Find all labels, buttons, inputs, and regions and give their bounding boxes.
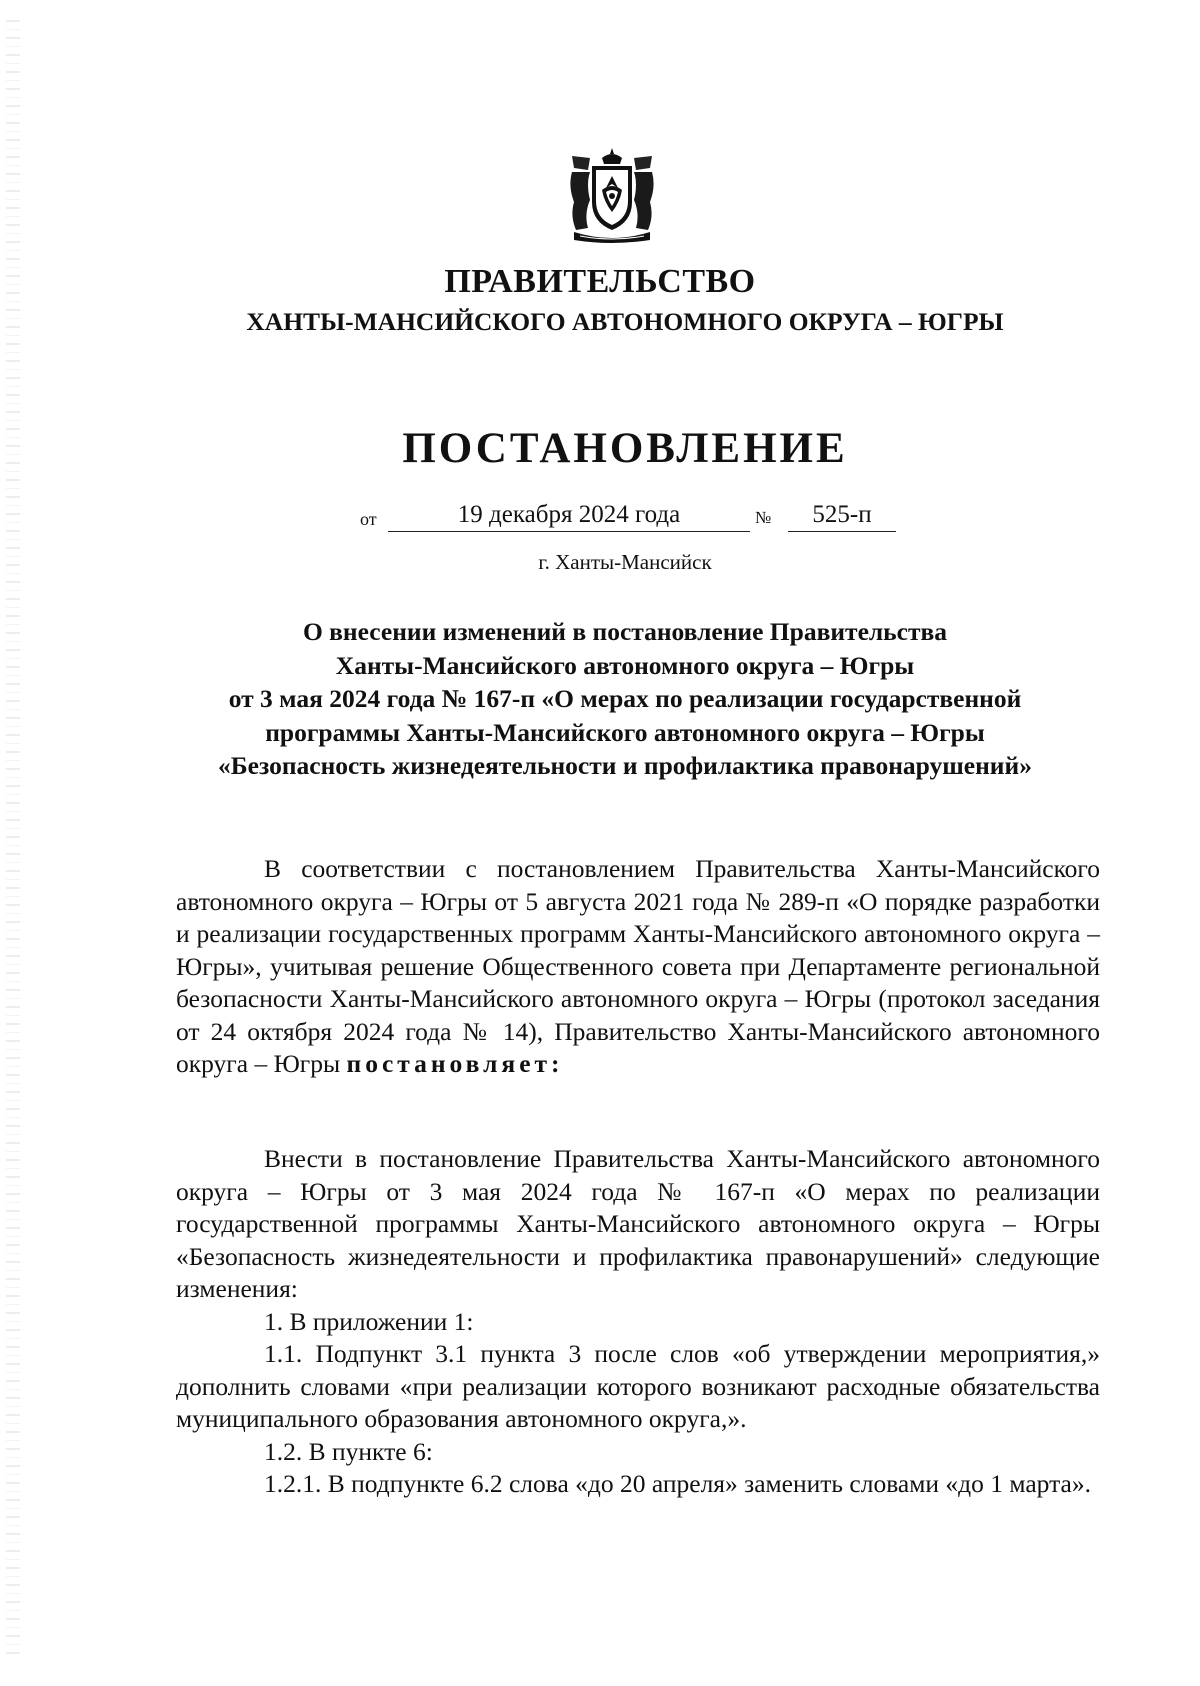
item-1-1: 1.1. Подпункт 3.1 пункта 3 после слов «об утверждении мероприятия,» дополнить словами «при реализации которого возникают расходные обязательства муниципального образования автономного округа,». — [176, 1339, 1100, 1433]
coat-of-arms-icon — [566, 146, 658, 246]
document-date: 19 декабря 2024 года — [388, 499, 750, 532]
title-line: программы Ханты-Мансийского автономного округа – Югры — [265, 717, 985, 747]
title-line: от 3 мая 2024 года № 167-п «О мерах по реализации государственной — [228, 684, 1022, 713]
city: г. Ханты-Мансийск — [538, 550, 712, 574]
date-number-row — [360, 492, 920, 532]
body-intro: Внести в постановление Правительства Ханты-Мансийского автономного округа – Югры от 3 мая 2024 года № 167-п «О мерах по реализации государственной программы Ханты-Мансийского автономного округа – Югры «Безопасность жизнедеятельности и профилактика правонарушений» следующие изменения: — [176, 1144, 1100, 1303]
item-1-2: 1.2. В пункте 6: — [264, 1436, 433, 1466]
number-label: № — [755, 508, 772, 527]
title-line: О внесении изменений в постановление Правительства — [302, 617, 948, 646]
document-number: 525-п — [788, 499, 896, 532]
preamble-text: В соответствии с постановлением Правительства Ханты-Мансийского автономного округа – Югры от 5 августа 2021 года № 289-п «О порядке разработки и реализации государственных программ Ханты-Мансийского автономного округа – Югры», учитывая решение Общественного совета при Департаменте региональной безопасности Ханты-Мансийского автономного округа – Югры (протокол заседания от 24 октября 2024 года № 14), Правительство Ханты-Мансийского автономного округа – Югры — [176, 854, 1100, 1078]
from-label: от — [360, 509, 377, 529]
document-type: ПОСТАНОВЛЕНИЕ — [402, 425, 848, 472]
decree-word: постановляет: — [346, 1049, 564, 1078]
item-1: 1. В приложении 1: — [264, 1306, 474, 1336]
item-1-2-1: 1.2.1. В подпункте 6.2 слова «до 20 апреля» заменить словами «до 1 марта». — [264, 1469, 1091, 1498]
preamble-paragraph — [176, 853, 1100, 1081]
title-line: «Безопасность жизнедеятельности и профилактика правонарушений» — [218, 751, 1032, 780]
region-name: ХАНТЫ-МАНСИЙСКОГО АВТОНОМНОГО ОКРУГА – ЮГРЫ — [246, 307, 1004, 336]
document-title — [150, 615, 1100, 783]
government-title: ПРАВИТЕЛЬСТВО — [444, 263, 756, 300]
title-line: Ханты-Мансийского автономного округа – Югры — [335, 650, 915, 680]
main-body — [176, 1143, 1100, 1501]
